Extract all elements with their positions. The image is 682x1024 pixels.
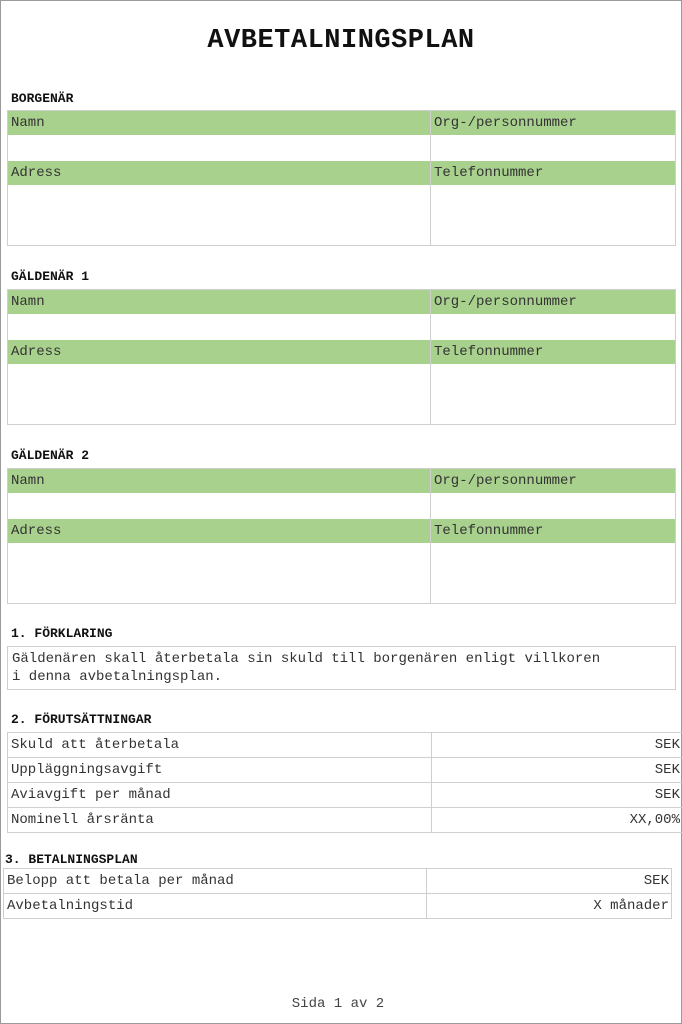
explanation-heading: 1. FÖRKLARING xyxy=(11,626,113,641)
creditor-phone-field[interactable] xyxy=(431,185,676,245)
debtor1-phone-label: Telefonnummer xyxy=(434,344,544,360)
debt-label: Skuld att återbetala xyxy=(11,737,180,753)
debtor2-address-label: Adress xyxy=(11,523,62,539)
creditor-header-row-2 xyxy=(8,161,675,185)
debtor1-header-row-2 xyxy=(8,340,675,364)
debtor2-phone-label: Telefonnummer xyxy=(434,523,544,539)
debtor2-header-row-2 xyxy=(8,519,675,543)
creditor-address-label: Adress xyxy=(11,165,62,181)
debtor1-phone-field[interactable] xyxy=(431,364,676,424)
monthly-amount-value[interactable]: SEK xyxy=(643,873,669,889)
interest-rate-value[interactable]: XX,00% xyxy=(629,812,680,828)
debtor2-name-label: Namn xyxy=(11,473,45,489)
debtor1-form xyxy=(7,289,676,425)
debtor1-heading: GÄLDENÄR 1 xyxy=(11,269,90,284)
debt-value[interactable]: SEK xyxy=(654,737,680,753)
creditor-id-label: Org-/personnummer xyxy=(434,115,577,131)
creditor-heading: BORGENÄR xyxy=(11,91,74,106)
debtor1-name-field[interactable] xyxy=(8,314,430,340)
explanation-box xyxy=(7,646,676,690)
setup-fee-value[interactable]: SEK xyxy=(654,762,680,778)
creditor-id-field[interactable] xyxy=(431,135,676,161)
conditions-heading: 2. FÖRUTSÄTTNINGAR xyxy=(11,712,152,727)
debtor1-id-label: Org-/personnummer xyxy=(434,294,577,310)
page-number: Sida 1 av 2 xyxy=(291,996,385,1012)
payment-plan-table xyxy=(3,868,672,919)
debtor1-name-label: Namn xyxy=(11,294,45,310)
table-row xyxy=(4,869,671,894)
notice-fee-label: Aviavgift per månad xyxy=(11,787,171,803)
conditions-table xyxy=(7,732,682,833)
payment-period-value[interactable]: X månader xyxy=(593,898,669,914)
creditor-name-label: Namn xyxy=(11,115,45,131)
creditor-form xyxy=(7,110,676,246)
debtor2-form xyxy=(7,468,676,604)
creditor-name-field[interactable] xyxy=(8,135,430,161)
table-row xyxy=(8,808,682,833)
debtor2-heading: GÄLDENÄR 2 xyxy=(11,448,90,463)
payment-period-label: Avbetalningstid xyxy=(7,898,134,914)
debtor2-address-field[interactable] xyxy=(8,543,430,603)
table-row xyxy=(8,758,682,783)
table-row xyxy=(4,894,671,919)
debtor2-name-field[interactable] xyxy=(8,493,430,519)
creditor-header-row-1 xyxy=(8,111,675,135)
debtor2-id-label: Org-/personnummer xyxy=(434,473,577,489)
debtor2-phone-field[interactable] xyxy=(431,543,676,603)
explanation-line-2: i denna avbetalningsplan. xyxy=(12,669,223,685)
notice-fee-value[interactable]: SEK xyxy=(654,787,680,803)
debtor1-address-label: Adress xyxy=(11,344,62,360)
debtor2-id-field[interactable] xyxy=(431,493,676,519)
creditor-address-field[interactable] xyxy=(8,185,430,245)
document-title: AVBETALNINGSPLAN xyxy=(207,26,475,56)
debtor1-id-field[interactable] xyxy=(431,314,676,340)
setup-fee-label: Uppläggningsavgift xyxy=(11,762,163,778)
payment-plan-heading: 3. BETALNINGSPLAN xyxy=(5,852,138,867)
table-row xyxy=(8,733,682,758)
explanation-line-1: Gäldenären skall återbetala sin skuld till borgenären enligt villkoren xyxy=(12,651,601,667)
debtor2-header-row-1 xyxy=(8,469,675,493)
monthly-amount-label: Belopp att betala per månad xyxy=(7,873,234,889)
debtor1-address-field[interactable] xyxy=(8,364,430,424)
table-row xyxy=(8,783,682,808)
debtor1-header-row-1 xyxy=(8,290,675,314)
interest-rate-label: Nominell årsränta xyxy=(11,812,154,828)
creditor-phone-label: Telefonnummer xyxy=(434,165,544,181)
